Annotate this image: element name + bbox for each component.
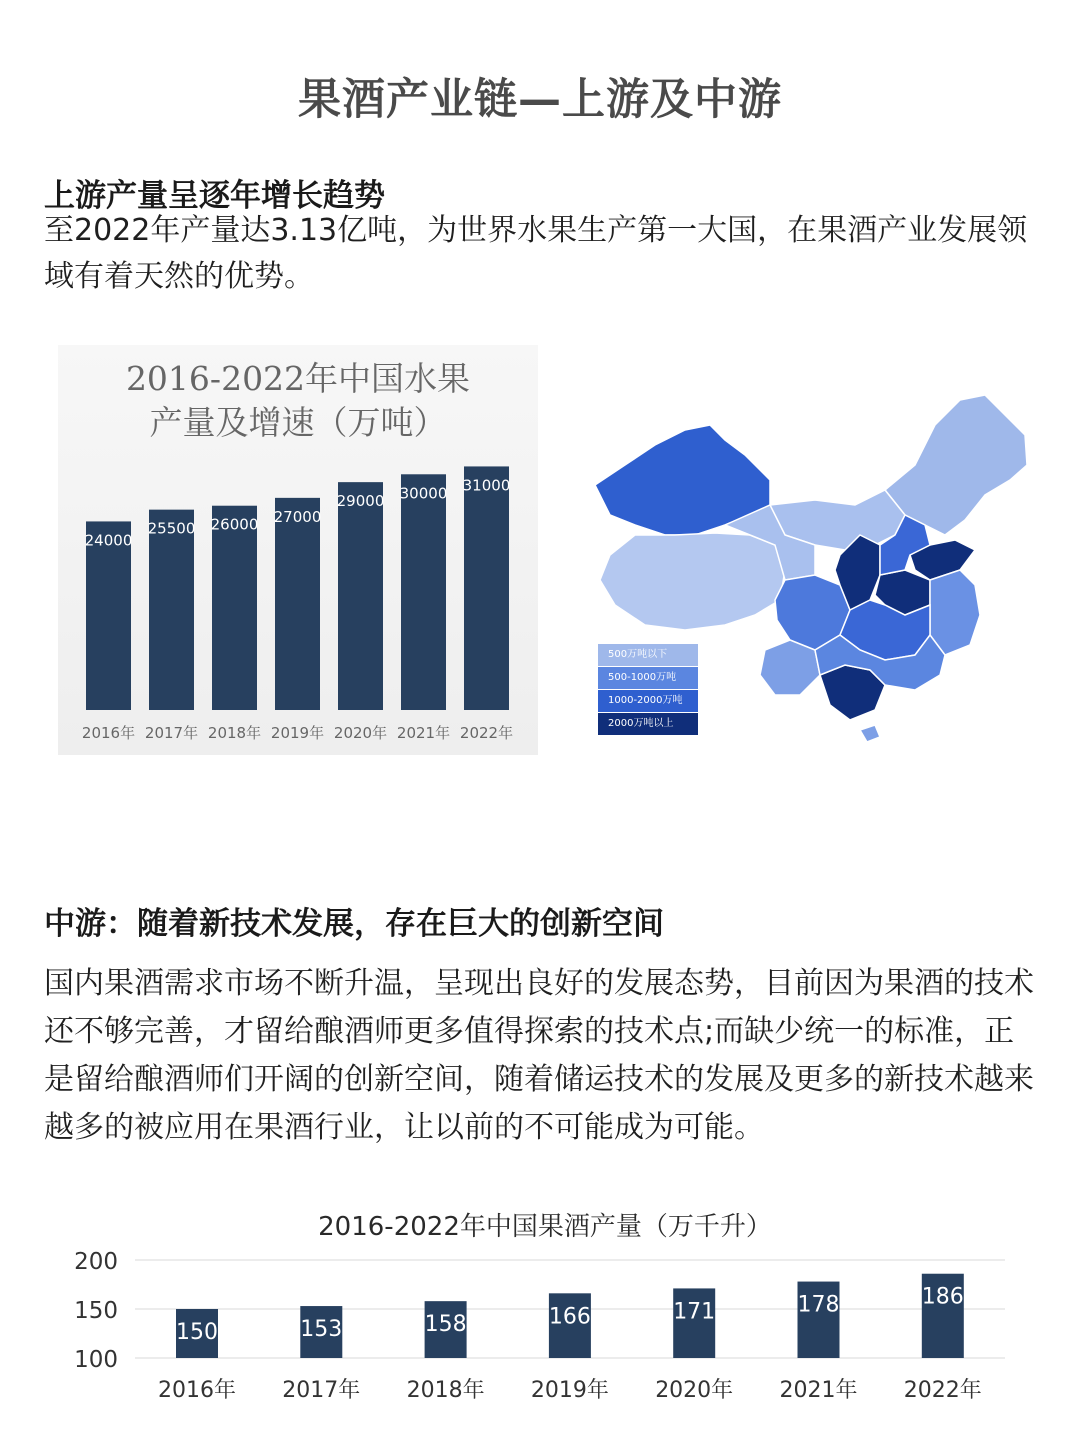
map-region-tibet [600, 533, 785, 630]
fruit-bar [275, 498, 320, 710]
fruit-bar-label: 31000 [462, 476, 511, 495]
fruit-x-tick: 2018年 [207, 724, 262, 742]
fruit-x-tick: 2021年 [396, 724, 451, 742]
wine-x-tick: 2022年 [903, 1378, 982, 1403]
wine-x-tick: 2016年 [158, 1378, 236, 1403]
fruit-chart-title-line-2: 产量及增速（万吨） [149, 403, 447, 442]
wine-bar-label: 186 [921, 1284, 964, 1310]
fruit-bar [464, 466, 509, 710]
wine-bar-label: 171 [673, 1299, 716, 1325]
fruit-x-tick: 2017年 [144, 724, 199, 742]
legend-item-3: 1000-2000万吨 [598, 690, 698, 712]
wine-x-tick: 2017年 [282, 1378, 361, 1403]
wine-bar-label: 158 [424, 1312, 467, 1338]
wine-x-tick: 2021年 [779, 1378, 858, 1403]
wine-x-tick: 2020年 [655, 1378, 734, 1403]
fruit-bar-label: 26000 [210, 515, 259, 534]
fruit-production-chart [58, 345, 538, 755]
fruit-x-tick: 2019年 [270, 724, 325, 742]
fruit-bar-label: 25500 [147, 519, 196, 538]
midstream-heading: 中游：随着新技术发展，存在巨大的创新空间 [44, 906, 664, 942]
fruit-bar-label: 29000 [336, 492, 385, 511]
map-region-yunnan [760, 640, 820, 695]
midstream-body: 国内果酒需求市场不断升温，呈现出良好的发展态势，目前因为果酒的技术还不够完善，才留给酿酒师更多值得探索的技术点;而缺少统一的标准，正是留给酿酒师们开阔的创新空间，随着储运技术的发展及更多的新技术越来越多的被应用在果酒行业，让以前的不可能成为可能。 [44, 966, 1034, 1145]
fruit-x-tick: 2016年 [81, 724, 136, 742]
fruit-x-tick: 2022年 [459, 724, 514, 742]
wine-y-tick: 100 [74, 1347, 118, 1373]
upstream-heading: 上游产量呈逐年增长趋势 [44, 178, 385, 214]
page-title: 果酒产业链—上游及中游 [298, 75, 782, 125]
legend-item-1: 500万吨以下 [598, 644, 698, 666]
wine-x-tick: 2019年 [530, 1378, 609, 1403]
wine-bar-label: 166 [548, 1304, 591, 1330]
wine-chart-title: 2016-2022年中国果酒产量（万千升） [318, 1212, 772, 1242]
map-legend [598, 644, 698, 736]
fruit-chart-title-line-1: 2016-2022年中国水果 [125, 359, 471, 398]
legend-item-2: 500-1000万吨 [598, 667, 698, 689]
fruit-bar [212, 506, 257, 710]
legend-item-4: 2000万吨以上 [598, 713, 698, 735]
wine-bar-label: 150 [176, 1320, 218, 1345]
upstream-body: 至2022年产量达3.13亿吨，为世界水果生产第一大国，在果酒产业发展领域有着天然的优势。 [44, 213, 1028, 294]
fruit-wine-chart [40, 1205, 1040, 1415]
map-region-northeast [885, 395, 1027, 535]
wine-bar-label: 153 [300, 1317, 343, 1343]
fruit-bar [338, 482, 383, 710]
fruit-bar [86, 521, 131, 710]
map-region-east [930, 570, 980, 655]
fruit-bar-label: 24000 [84, 531, 133, 550]
wine-x-tick: 2018年 [406, 1378, 485, 1403]
map-region-hainan [860, 725, 880, 742]
wine-bar-label: 178 [797, 1292, 840, 1318]
wine-y-tick: 200 [74, 1249, 118, 1275]
fruit-bar-label: 27000 [273, 507, 322, 526]
fruit-x-tick: 2020年 [333, 724, 388, 742]
fruit-bar-label: 30000 [399, 484, 448, 503]
fruit-bar [149, 510, 194, 710]
fruit-bar [401, 474, 446, 710]
wine-y-tick: 150 [74, 1298, 118, 1324]
